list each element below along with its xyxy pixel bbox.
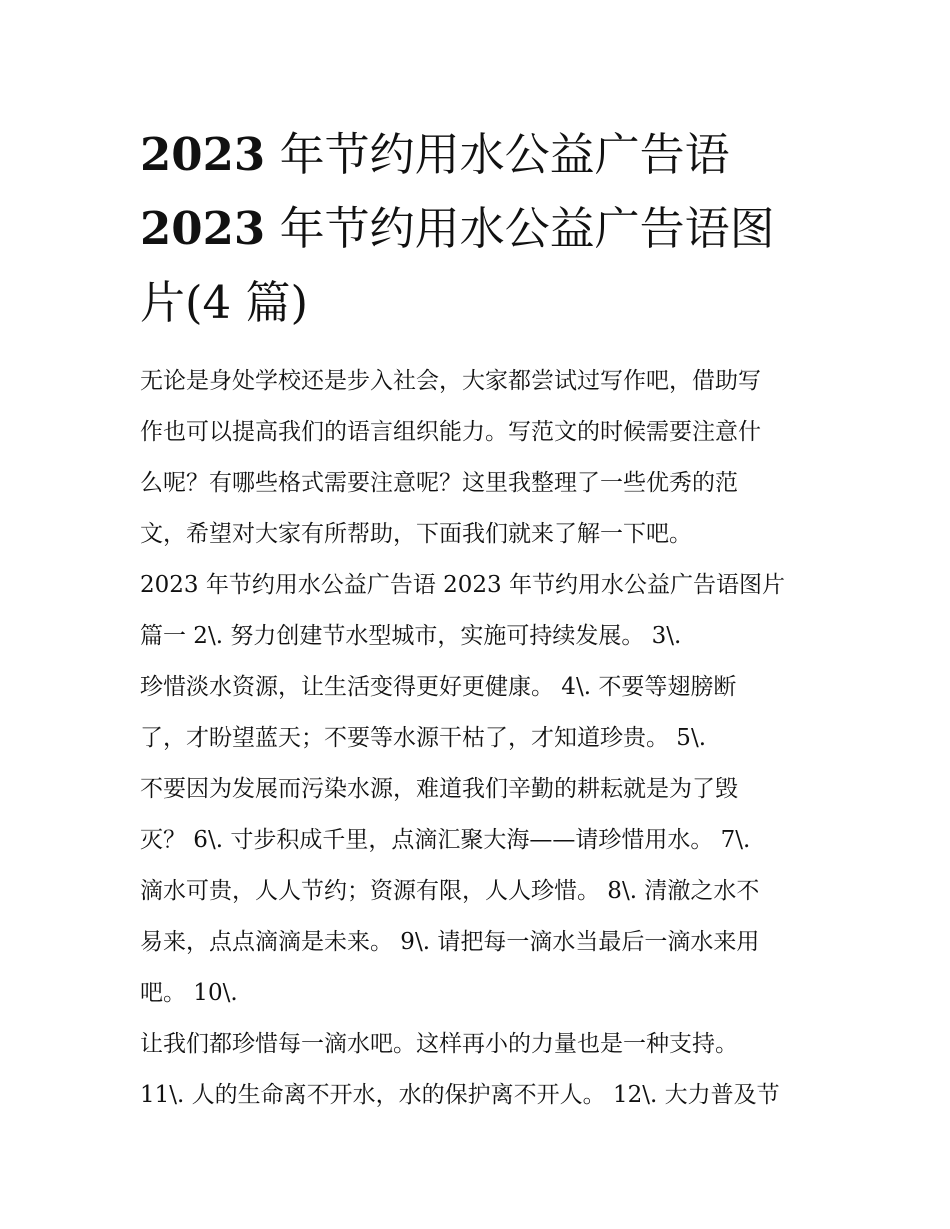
intro-paragraph [140, 356, 820, 560]
title-text: 年节约用水公益广告语 [279, 128, 730, 181]
document-title [140, 118, 820, 340]
text-line: 了，才盼望蓝天；不要等水源干枯了，才知道珍贵。 5\. [140, 725, 707, 751]
text-line: 滴水可贵，人人节约；资源有限，人人珍惜。 8\. 清澈之水不 [140, 878, 760, 904]
text-line: 不要因为发展而污染水源，难道我们辛勤的耕耘就是为了毁 [140, 776, 738, 802]
text-line: 么呢？有哪些格式需要注意呢？这里我整理了一些优秀的范 [140, 470, 738, 496]
text-line: 作也可以提高我们的语言组织能力。写范文的时候需要注意什 [140, 419, 761, 445]
title-text: 片(4 篇) [140, 276, 309, 329]
text-line: 无论是身处学校还是步入社会，大家都尝试过写作吧，借助写 [140, 368, 761, 394]
text-line: 让我们都珍惜每一滴水吧。这样再小的力量也是一种支持。 [140, 1031, 738, 1057]
text-line: 灭？ 6\. 寸步积成千里，点滴汇聚大海——请珍惜用水。 7\. [140, 827, 751, 853]
text-line: 篇一 2\. 努力创建节水型城市，实施可持续发展。 3\. [140, 623, 682, 649]
title-text: 年节约用水公益广告语图 [279, 202, 775, 255]
title-line-3 [140, 266, 820, 340]
body-paragraph [140, 560, 820, 1121]
document-page [140, 118, 820, 1121]
title-line-2 [140, 192, 820, 266]
title-line-1 [140, 118, 820, 192]
title-year: 2023 [140, 202, 266, 255]
text-line: 易来，点点滴滴是未来。 9\. 请把每一滴水当最后一滴水来用 [140, 929, 760, 955]
text-line: 珍惜淡水资源，让生活变得更好更健康。 4\. 不要等翅膀断 [140, 674, 737, 700]
text-line: 2023 年节约用水公益广告语 2023 年节约用水公益广告语图片 [140, 572, 785, 598]
text-line: 11\. 人的生命离不开水，水的保护离不开人。 12\. 大力普及节 [140, 1082, 780, 1108]
title-year: 2023 [140, 128, 266, 181]
text-line: 吧。 10\. [140, 980, 238, 1006]
text-line: 文，希望对大家有所帮助，下面我们就来了解一下吧。 [140, 521, 692, 547]
